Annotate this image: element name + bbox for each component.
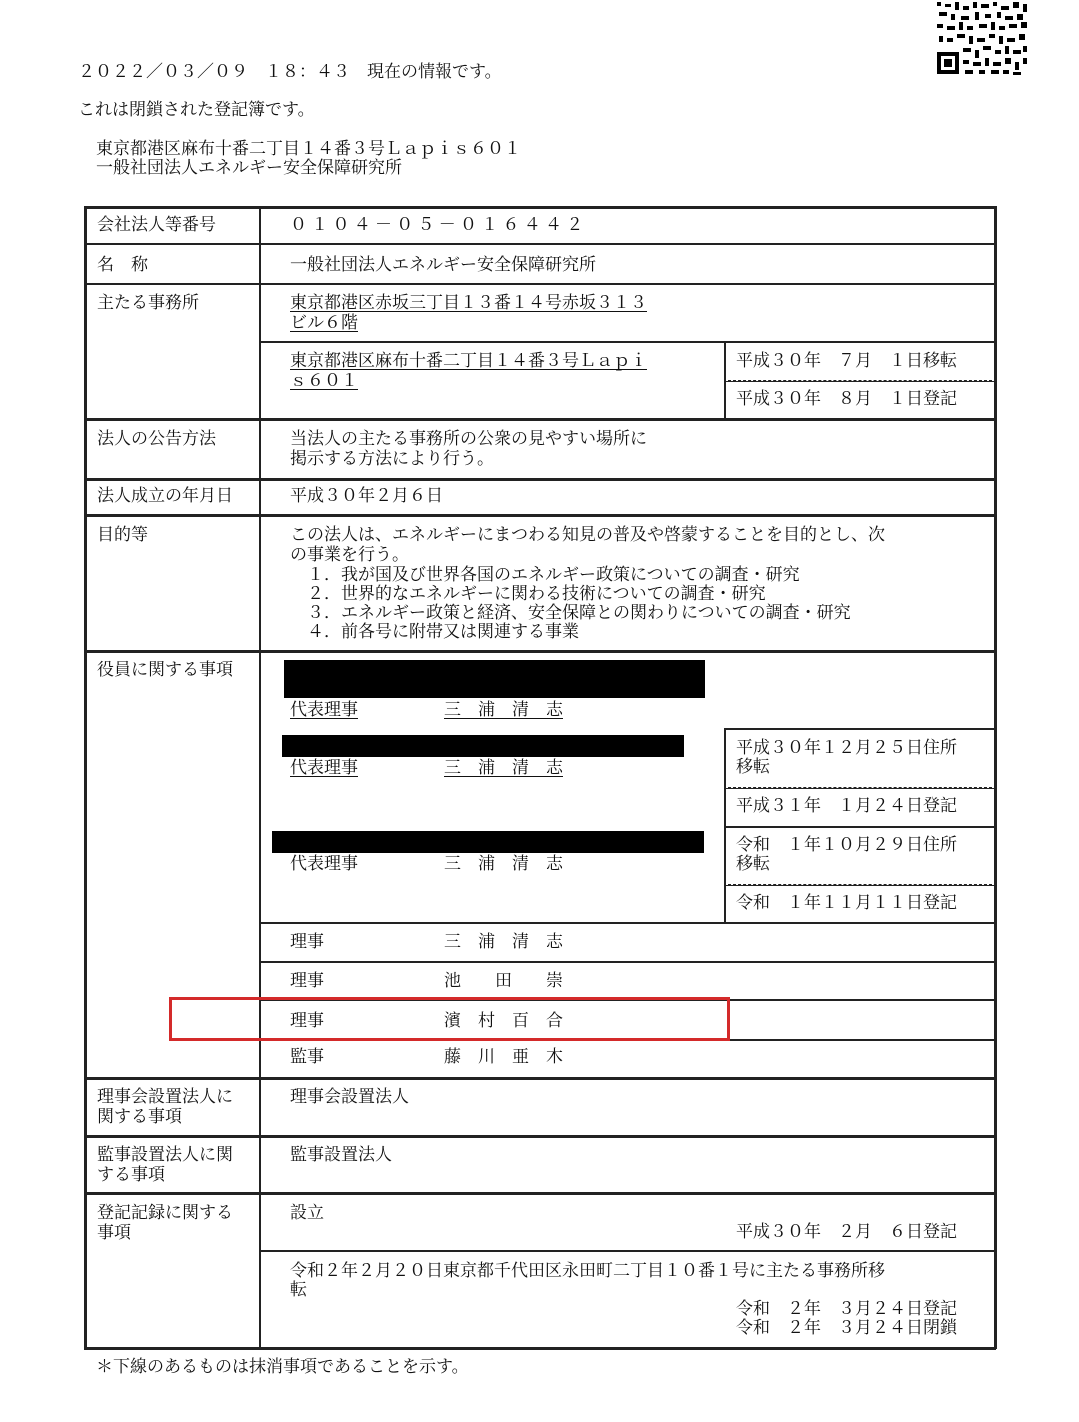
notice-line1: 当法人の主たる事務所の公衆の見やすい場所に (290, 429, 647, 449)
office-new-line2: ｓ６０１ (290, 371, 358, 391)
purpose-line1: この法人は、エネルギーにまつわる知見の普及や啓蒙することを目的とし、次 (290, 525, 885, 545)
director-name-3: 濱 村 百 合 (444, 1011, 563, 1031)
record-establishment: 設立 (290, 1203, 324, 1223)
purpose-label: 目的等 (97, 525, 148, 545)
record-label-line2: 事項 (97, 1223, 131, 1243)
purpose-line4: ２．世界的なエネルギーに関わる技術についての調査・研究 (290, 584, 766, 604)
rep-title-3: 代表理事 (290, 854, 358, 874)
rep-name-1: 三 浦 清 志 (444, 700, 563, 720)
purpose-line6: ４．前各号に附帯又は関連する事業 (290, 622, 579, 642)
director-title-1: 理事 (290, 932, 324, 952)
record-closed-date: 令和 ２年 ３月２４日閉鎖 (736, 1318, 957, 1338)
board-label-line1: 理事会設置法人に (97, 1087, 233, 1107)
audit-label-line2: する事項 (97, 1165, 165, 1185)
rep-title-2: 代表理事 (290, 758, 358, 778)
addr-moved-1-line1: 平成３０年１２月２５日住所 (736, 738, 957, 758)
timestamp: ２０２２／０３／０９ １８：４３ 現在の情報です。 (78, 62, 502, 82)
record-relocation-line1: 令和２年２月２０日東京都千代田区永田町二丁目１０番１号に主たる事務所移 (290, 1261, 885, 1281)
corp-number: ０１０４－０５－０１６４４２ (290, 215, 588, 235)
board-value: 理事会設置法人 (290, 1087, 409, 1107)
established-value: 平成３０年２月６日 (290, 486, 443, 506)
rep-title-1: 代表理事 (290, 700, 358, 720)
office-registered-date: 平成３０年 ８月 １日登記 (736, 389, 957, 409)
addr-registered-2: 令和 １年１１月１１日登記 (736, 893, 957, 913)
name-label: 名 称 (97, 255, 148, 275)
redacted-address-2 (282, 735, 684, 757)
addr-moved-1-line2: 移転 (736, 757, 770, 777)
office-label: 主たる事務所 (97, 293, 199, 313)
director-name-1: 三 浦 清 志 (444, 932, 563, 952)
director-name-2: 池 田 崇 (444, 971, 563, 991)
record-relocation-line2: 転 (290, 1280, 307, 1300)
corp-number-label: 会社法人等番号 (97, 215, 216, 235)
purpose-line2: の事業を行う。 (290, 545, 409, 565)
rep-name-3: 三 浦 清 志 (444, 854, 563, 874)
record-registered-date: 令和 ２年 ３月２４日登記 (736, 1299, 957, 1319)
director-title-3: 理事 (290, 1011, 324, 1031)
addr-moved-2-line1: 令和 １年１０月２９日住所 (736, 835, 957, 855)
office-moved-date: 平成３０年 ７月 １日移転 (736, 351, 957, 371)
record-label-line1: 登記記録に関する (97, 1203, 233, 1223)
notice-label: 法人の公告方法 (97, 429, 216, 449)
officers-label: 役員に関する事項 (97, 660, 233, 680)
established-label: 法人成立の年月日 (97, 486, 233, 506)
audit-value: 監事設置法人 (290, 1145, 392, 1165)
director-title-2: 理事 (290, 971, 324, 991)
highlight-box (169, 997, 730, 1041)
header-org-name: 一般社団法人エネルギー安全保障研究所 (96, 158, 402, 178)
purpose-line5: ３．エネルギー政策と経済、安全保障との関わりについての調査・研究 (290, 603, 851, 623)
record-establishment-date: 平成３０年 ２月 ６日登記 (736, 1222, 957, 1242)
auditor-name: 藤 川 亜 木 (444, 1047, 563, 1067)
redacted-address-3 (272, 831, 704, 853)
auditor-title: 監事 (290, 1047, 324, 1067)
footer-note: ＊下線のあるものは抹消事項であることを示す。 (96, 1357, 469, 1377)
board-label-line2: 関する事項 (97, 1107, 182, 1127)
office-old-line1: 東京都港区赤坂三丁目１３番１４号赤坂３１３ (290, 293, 647, 313)
closed-note: これは閉鎖された登記簿です。 (78, 100, 315, 120)
rep-name-2: 三 浦 清 志 (444, 758, 563, 778)
qr-code (935, 0, 1029, 76)
office-new-line1: 東京都港区麻布十番二丁目１４番３号Ｌａｐｉ (290, 351, 647, 371)
office-old-line2: ビル６階 (290, 313, 358, 333)
audit-label-line1: 監事設置法人に関 (97, 1145, 233, 1165)
notice-line2: 掲示する方法により行う。 (290, 449, 494, 469)
name-value: 一般社団法人エネルギー安全保障研究所 (290, 255, 596, 275)
purpose-line3: １．我が国及び世界各国のエネルギー政策についての調査・研究 (290, 565, 800, 585)
header-address: 東京都港区麻布十番二丁目１４番３号Ｌａｐｉｓ６０１ (96, 139, 521, 159)
addr-moved-2-line2: 移転 (736, 854, 770, 874)
redacted-address-1 (284, 660, 705, 698)
addr-registered-1: 平成３１年 １月２４日登記 (736, 796, 957, 816)
